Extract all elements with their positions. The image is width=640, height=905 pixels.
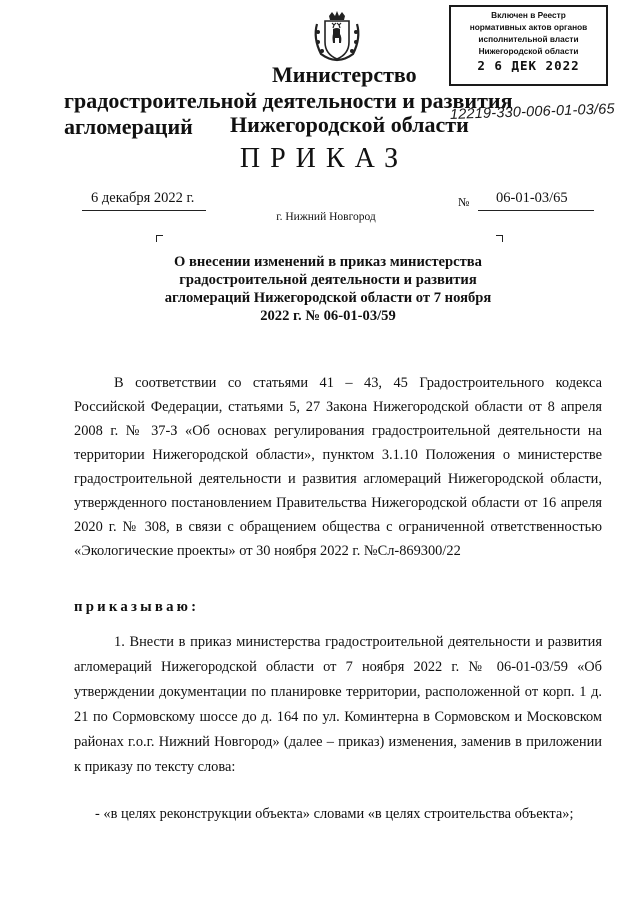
- number-sign: №: [458, 195, 470, 209]
- order-item-1-bullet: - «в целях реконструкции объекта» словами «в целях строительства объекта»;: [95, 806, 574, 822]
- registry-stamp: [449, 5, 608, 86]
- registry-number: 12219-330-006-01-03/65: [449, 101, 616, 123]
- stamp-line-1: Включен в Реестр: [491, 10, 566, 20]
- ministry-title-line-1: Министерство: [272, 62, 417, 87]
- ministry-title-line-2: градостроительной деятельности и развития агломераций: [64, 88, 513, 139]
- stamp-line-3: исполнительной власти: [478, 34, 579, 44]
- document-type-heading: ПРИКАЗ: [239, 143, 409, 174]
- corner-bracket-left: [156, 235, 163, 242]
- ministry-title-line-3: Нижегородской области: [230, 112, 469, 137]
- preamble-paragraph: В соответствии со статьями 41 – 43, 45 Градостроительного кодекса Российской Федерации, статьями 5, 27 Закона Нижегородской области от 8 апреля 2008 г. № 37-З «Об основах регулирования градостроительной деятельности на территории Нижегородской области», пунктом 3.1.10 Положения о министерстве градостроительной деятельности и развития агломераций Нижегородской области, утвержденного постановлением Правительства Нижегородской области от 16 апреля 2020 г. № 308, в связи с обращением общества с ограниченной ответственностью «Экологические проекты» от 30 ноября 2022 г. №Сл-869300/22: [74, 375, 602, 559]
- document-date: 6 декабря 2022 г.: [82, 190, 206, 211]
- stamp-line-2: нормативных актов органов: [469, 22, 588, 32]
- corner-bracket-right: [496, 235, 503, 242]
- order-word: приказываю:: [74, 599, 200, 615]
- order-item-1: 1. Внести в приказ министерства градостроительной деятельности и развития агломераций Нижегородской области от 7 ноября 2022 г. № 06-01-03/59 «Об утверждении документации по планировке территории, расположенной от корп. 1 д. 21 по Сормовскому шоссе до д. 164 по ул. Коминтерна в Сормовском и Московском районах г.о.г. Нижний Новгород» (далее – приказ) изменения, заменив в приложении к приказу по тексту слова:: [74, 634, 602, 775]
- stamp-line-4: Нижегородской области: [478, 46, 579, 56]
- stamp-date: 2 6 ДЕК 2022: [477, 58, 580, 73]
- document-number: 06-01-03/65: [478, 190, 594, 211]
- coat-of-arms-icon: [309, 10, 365, 62]
- document-city: г. Нижний Новгород: [276, 211, 376, 223]
- document-subject: О внесении изменений в приказ министерства градостроительной деятельности и развития агломераций Нижегородской области от 7 ноября 2022 г. № 06-01-03/59: [164, 254, 492, 324]
